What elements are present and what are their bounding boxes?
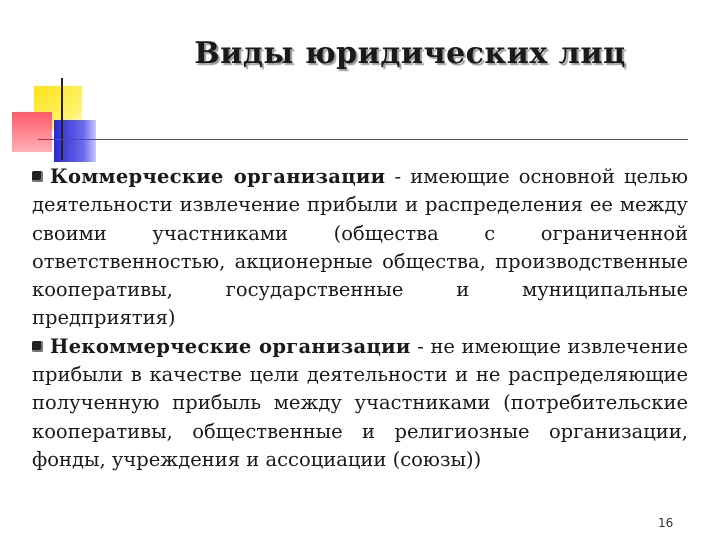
bullet-item-noncommercial — [32, 333, 688, 474]
title-underline — [38, 139, 688, 140]
slide-body — [32, 163, 688, 474]
decor-vertical-line — [61, 78, 63, 160]
square-bullet-icon — [32, 171, 43, 182]
slide-title: Виды юридических лиц — [194, 36, 626, 71]
separator: - — [410, 334, 431, 358]
bullet-item-commercial — [32, 163, 688, 333]
page-number: 16 — [658, 516, 674, 530]
term-noncommercial: Некоммерческие организации — [50, 334, 411, 358]
term-commercial: Коммерческие организации — [50, 165, 386, 188]
separator: - — [385, 165, 411, 188]
description-noncommercial: не имеющие извлечение прибыли в качестве цели деятельности и не распределяющие полученную прибыль между участниками (потребительские кооперативы, общественные и религиозные организации, фонды, учреждения и ассоциации (союзы)) — [32, 334, 688, 471]
description-commercial: имеющие основной целью деятельности извлечение прибыли и распределения ее между своими участниками (общества с ограниченной ответственностью, акционерные общества, производственные кооперативы, государственные и муниципальные предприятия) — [32, 165, 688, 330]
decor-red-square — [12, 112, 52, 152]
square-bullet-icon — [32, 341, 43, 352]
